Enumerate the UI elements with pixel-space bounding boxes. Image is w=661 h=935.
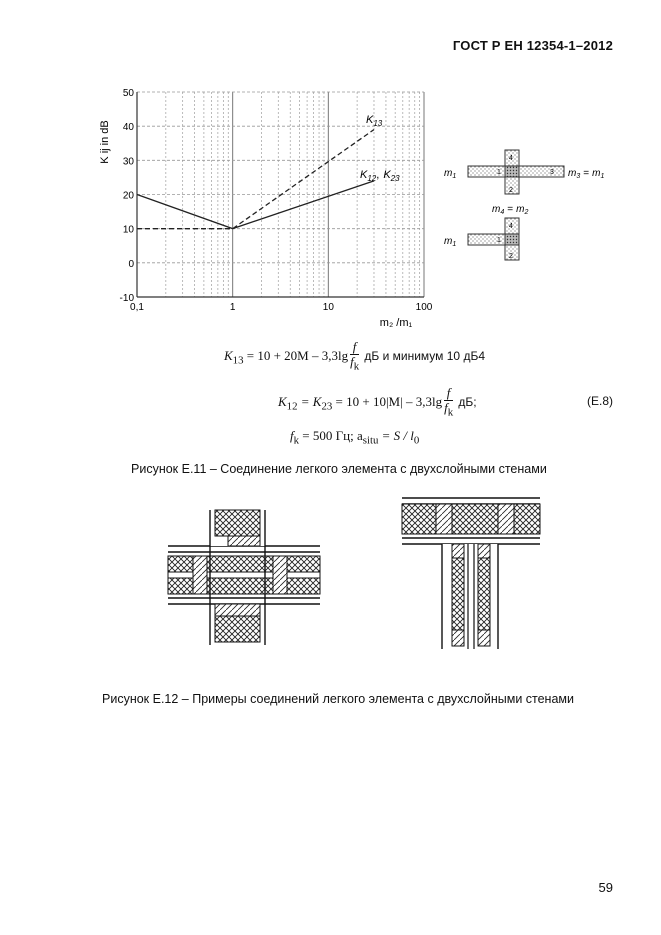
y-tick-label: 50 bbox=[122, 88, 134, 99]
page-number: 59 bbox=[598, 880, 613, 895]
m1-bottom-label: $m_1$ bbox=[444, 236, 457, 248]
equation-number: (Е.8) bbox=[586, 394, 613, 408]
y-tick-label: 30 bbox=[122, 156, 134, 168]
cross-center bbox=[505, 166, 519, 177]
series-line-k12-k23 bbox=[137, 181, 374, 229]
x-tick-label: 0,1 bbox=[130, 302, 144, 313]
figure-e12-caption: Рисунок Е.12 – Примеры соединений легкого элемента с двухслойными стенами bbox=[102, 692, 574, 706]
x-tick-label: 10 bbox=[322, 302, 334, 313]
svg-text:1: 1 bbox=[497, 169, 501, 176]
x-tick-label: 1 bbox=[229, 302, 236, 313]
m1-top-label: $m_1$ bbox=[444, 168, 457, 180]
y-tick-label: 0 bbox=[128, 258, 134, 270]
y-tick-label: -10 bbox=[119, 293, 134, 304]
m4-label: $m_4 = m_2$ bbox=[492, 204, 529, 216]
svg-text:4: 4 bbox=[509, 155, 513, 162]
formula-k13: $K_{13} = 10 + 20M - 3,3\lg$ $\frac{f}{f_k}$ дБ и минимум 10 дБ4 bbox=[224, 339, 485, 373]
cross-junction-drawing bbox=[168, 510, 320, 645]
junction-diagram bbox=[440, 148, 625, 263]
svg-text:2: 2 bbox=[509, 187, 513, 194]
tee-center bbox=[505, 234, 519, 245]
y-tick-label: 20 bbox=[122, 190, 134, 202]
svg-text:1: 1 bbox=[497, 237, 501, 244]
junction-construction-drawings bbox=[160, 490, 580, 655]
tee-junction-drawing bbox=[402, 498, 540, 649]
y-axis-label: K ij in dB bbox=[99, 120, 111, 164]
svg-text:3: 3 bbox=[550, 169, 554, 176]
chart-series bbox=[137, 130, 374, 229]
y-tick-label: 10 bbox=[122, 224, 134, 236]
svg-text:2: 2 bbox=[509, 253, 513, 260]
x-tick-label: 100 bbox=[415, 302, 433, 313]
kij-chart bbox=[90, 82, 440, 332]
k12-k23-annotation: $K_{12}$, $K_{23}$ bbox=[360, 169, 400, 183]
formula-k12: $K_{12} = K_{23} = 10 + 10|M| - 3,3\lg$ $\frac{f}{f_k}$ дБ; bbox=[278, 385, 477, 419]
document-header: ГОСТ Р ЕН 12354-1–2012 bbox=[452, 38, 613, 53]
svg-text:4: 4 bbox=[509, 223, 513, 230]
y-tick-label: 40 bbox=[122, 122, 134, 134]
m3-label: $m_3 = m_1$ bbox=[568, 168, 605, 180]
k13-annotation: $K_{13}$ bbox=[366, 114, 383, 128]
figure-e11-caption: Рисунок Е.11 – Соединение легкого элемента с двухслойными стенами bbox=[131, 462, 547, 476]
series-line-k13 bbox=[137, 130, 374, 229]
formula-fk: $f_k = 500$ Гц; $a_{situ} = S / l_0$ bbox=[290, 428, 420, 447]
x-axis-label: m₂ /m₁ bbox=[379, 317, 413, 329]
